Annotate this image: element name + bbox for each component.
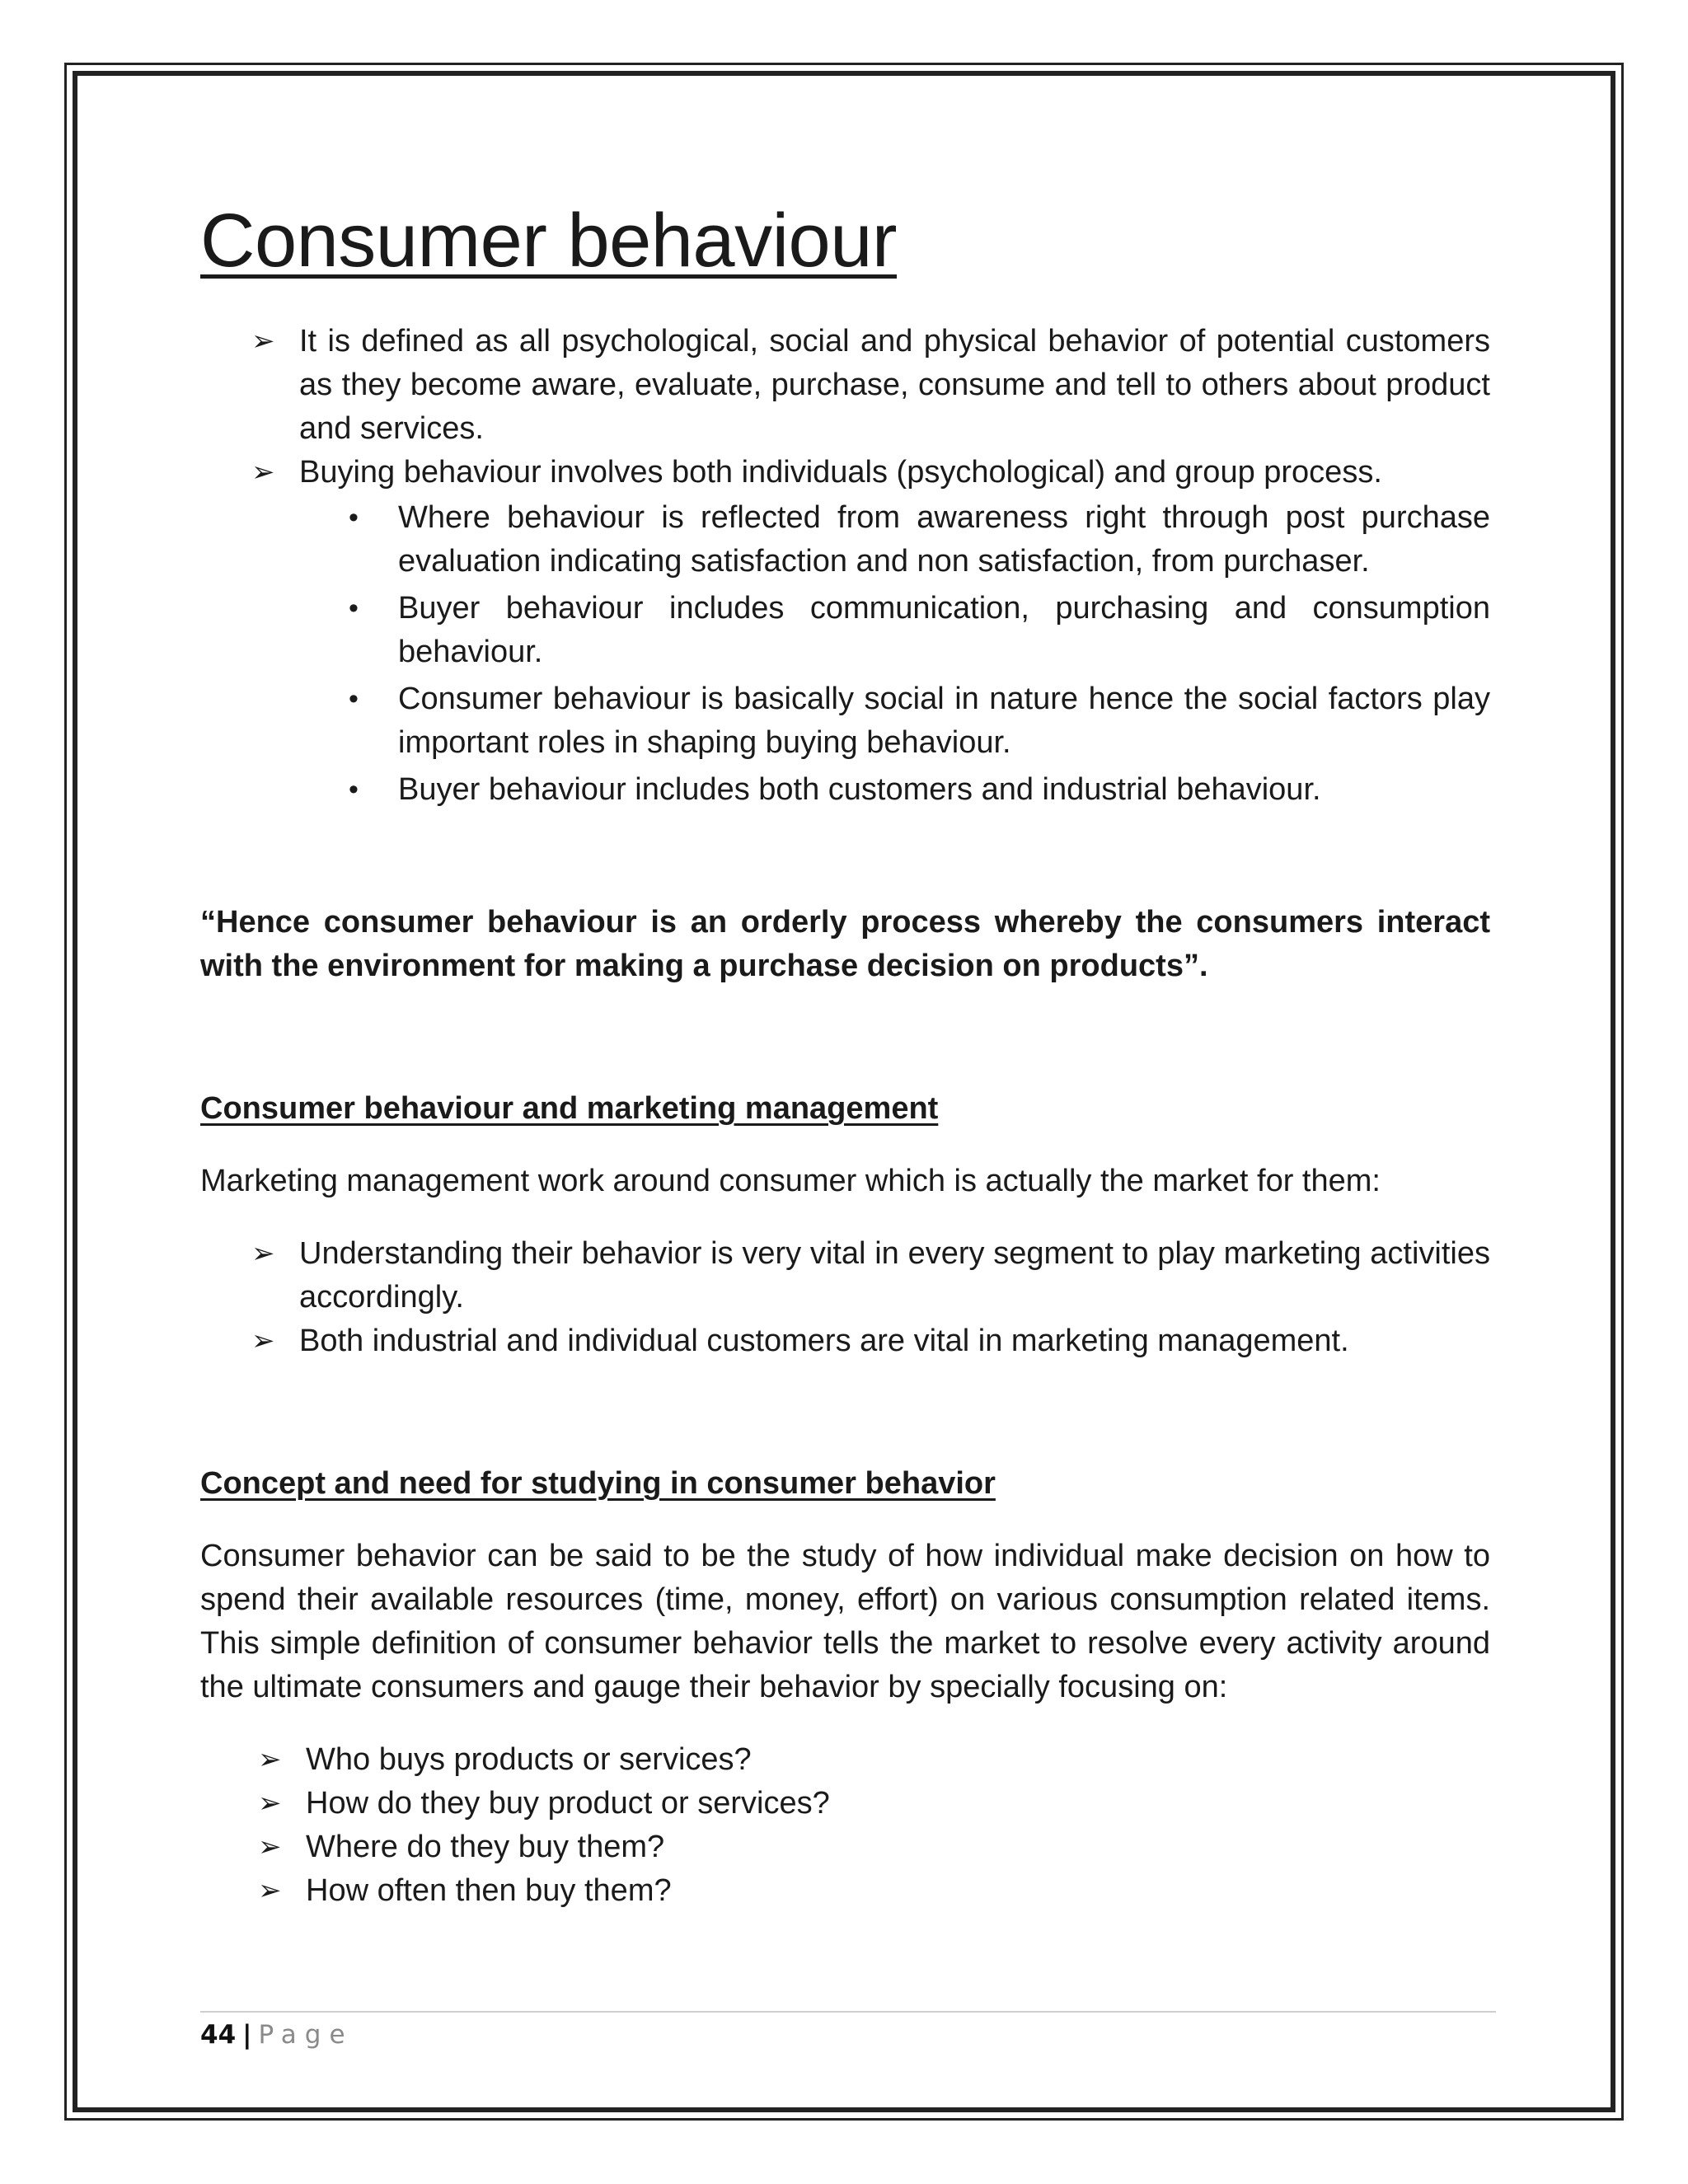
arrow-bullet-icon: ➢ bbox=[251, 325, 275, 357]
summary-quote: “Hence consumer behaviour is an orderly process whereby the consumers interact with the environment for making a purchase decision on products”. bbox=[200, 904, 1490, 983]
dot-bullet-icon: • bbox=[349, 501, 359, 533]
list-item bbox=[200, 320, 1490, 451]
list-item bbox=[200, 1232, 1490, 1319]
page-label: Page bbox=[258, 2020, 354, 2050]
concept-paragraph: Consumer behavior can be said to be the study of how individual make decision on how to spend their available resources (time, money, effort) on various consumption related items. This simple definition of consumer behavior tells the market to resolve every activity around the ultimate consumers and gauge their behavior by specially focusing on: bbox=[200, 1538, 1490, 1704]
marketing-point-text: Both industrial and individual customers are vital in marketing management. bbox=[299, 1323, 1349, 1358]
intro-point-text: It is defined as all psychological, social and physical behavior of potential customers as they become aware, evaluate, purchase, consume and tell to others about product and services. bbox=[299, 323, 1490, 446]
arrow-bullet-icon: ➢ bbox=[258, 1743, 282, 1775]
concept-questions bbox=[200, 1738, 1490, 1913]
sub-point-text: Where behaviour is reflected from awareness right through post purchase evaluation indicating satisfaction and non satisfaction, from purchaser. bbox=[398, 499, 1490, 579]
section-heading-concept: Concept and need for studying in consumer behavior bbox=[200, 1465, 996, 1501]
sub-point-text: Buyer behaviour includes both customers and industrial behaviour. bbox=[398, 771, 1321, 807]
marketing-points bbox=[200, 1232, 1490, 1363]
section-heading-marketing: Consumer behaviour and marketing management bbox=[200, 1090, 939, 1126]
list-item bbox=[200, 677, 1490, 765]
sub-points bbox=[200, 496, 1490, 812]
question-text: Where do they buy them? bbox=[306, 1829, 665, 1864]
arrow-bullet-icon: ➢ bbox=[258, 1787, 282, 1819]
list-item bbox=[200, 496, 1490, 583]
list-item bbox=[200, 1738, 1490, 1782]
arrow-bullet-icon: ➢ bbox=[251, 456, 275, 488]
question-text: Who buys products or services? bbox=[306, 1741, 752, 1777]
arrow-bullet-icon: ➢ bbox=[251, 1324, 275, 1357]
marketing-point-text: Understanding their behavior is very vital in every segment to play marketing activities accordingly. bbox=[299, 1235, 1490, 1315]
list-item bbox=[200, 1782, 1490, 1825]
sub-point-text: Consumer behaviour is basically social in nature hence the social factors play important roles in shaping buying behaviour. bbox=[398, 681, 1490, 760]
question-text: How do they buy product or services? bbox=[306, 1785, 830, 1821]
list-item bbox=[200, 1825, 1490, 1869]
intro-points bbox=[200, 320, 1490, 494]
page-title: Consumer behaviour bbox=[200, 199, 898, 283]
list-item bbox=[200, 451, 1490, 494]
section-intro-marketing: Marketing management work around consumer which is actually the market for them: bbox=[200, 1163, 1381, 1198]
dot-bullet-icon: • bbox=[349, 773, 359, 805]
list-item bbox=[200, 1319, 1490, 1363]
intro-point-text: Buying behaviour involves both individuals (psychological) and group process. bbox=[299, 454, 1382, 490]
arrow-bullet-icon: ➢ bbox=[251, 1237, 275, 1269]
list-item bbox=[200, 587, 1490, 674]
list-item bbox=[200, 1869, 1490, 1913]
dot-bullet-icon: • bbox=[349, 592, 359, 624]
page-number: 44 bbox=[200, 2020, 237, 2050]
sub-point-text: Buyer behaviour includes communication, purchasing and consumption behaviour. bbox=[398, 590, 1490, 669]
arrow-bullet-icon: ➢ bbox=[258, 1874, 282, 1906]
page-footer bbox=[200, 2016, 354, 2054]
arrow-bullet-icon: ➢ bbox=[258, 1830, 282, 1863]
question-text: How often then buy them? bbox=[306, 1872, 672, 1908]
list-item bbox=[200, 768, 1490, 812]
page-content bbox=[200, 198, 1490, 1913]
footer-separator: | bbox=[242, 2020, 252, 2050]
footer-divider bbox=[200, 2011, 1496, 2013]
dot-bullet-icon: • bbox=[349, 682, 359, 715]
